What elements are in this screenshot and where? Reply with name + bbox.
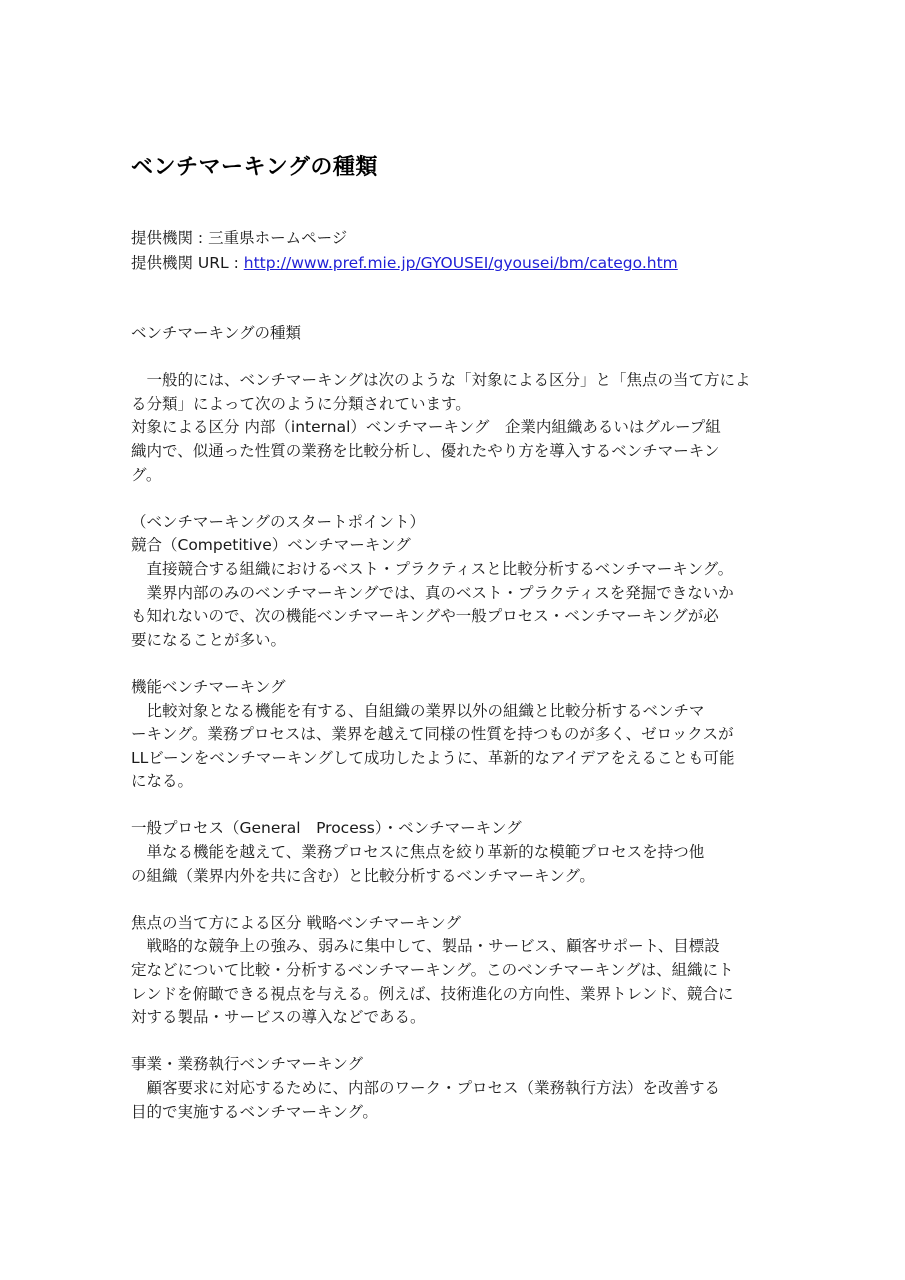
text-line: 戦略的な競争上の強み、弱みに集中して、製品・サービス、顧客サポート、目標設 [131, 937, 720, 956]
subsection-heading: 競合（Competitive）ベンチマーキング [131, 536, 411, 555]
text-line: 直接競合する組織におけるベスト・プラクティスと比較分析するベンチマーキング。 [131, 559, 734, 578]
competitive-section [131, 511, 776, 653]
text-line: 目的で実施するベンチマーキング。 [131, 1102, 378, 1121]
text-line: 対象による区分 内部（internal）ベンチマーキング 企業内組織あるいはグループ組 [131, 418, 721, 437]
text-line: も知れないので、次の機能ベンチマーキングや一般プロセス・ベンチマーキングが必 [131, 607, 719, 626]
source-url-line [131, 251, 678, 276]
text-line: 単なる機能を越えて、業務プロセスに焦点を絞り革新的な模範プロセスを持つ他 [131, 843, 705, 862]
source-url-label: 提供機関 URL : [131, 254, 244, 272]
text-line: グ。 [131, 465, 162, 484]
text-line: 一般的には、ベンチマーキングは次のような「対象による区分」と「焦点の当て方によ [131, 371, 751, 390]
text-line: る分類」によって次のように分類されています。 [131, 394, 471, 413]
text-line: 要になることが多い。 [131, 630, 287, 649]
operational-section [131, 1053, 776, 1124]
source-info [131, 226, 678, 276]
functional-section [131, 676, 776, 794]
text-line: LLビーンをベンチマーキングして成功したように、革新的なアイデアをえることも可能 [131, 748, 735, 767]
text-line: 業界内部のみのベンチマーキングでは、真のベスト・プラクティスを発掘できないか [131, 583, 734, 602]
text-line: ーキング。業務プロセスは、業界を越えて同様の性質を持つものが多く、ゼロックスが [131, 725, 734, 744]
strategic-section [131, 912, 776, 1030]
subsection-heading: 機能ベンチマーキング [131, 677, 286, 696]
intro-paragraph [131, 369, 776, 487]
text-line: 比較対象となる機能を有する、自組織の業界以外の組織と比較分析するベンチマ [131, 701, 705, 720]
text-line: 顧客要求に対応するために、内部のワーク・プロセス（業務執行方法）を改善する [131, 1079, 721, 1097]
subsection-heading: 焦点の当て方による区分 戦略ベンチマーキング [131, 913, 461, 932]
text-line: の組織（業界内外を共に含む）と比較分析するベンチマーキング。 [131, 866, 595, 885]
document-title: ベンチマーキングの種類 [131, 155, 378, 180]
general-process-section [131, 817, 776, 888]
text-line: レンドを俯瞰できる視点を与える。例えば、技術進化の方向性、業界トレンド、競合に [131, 984, 734, 1003]
subsection-heading: 一般プロセス（General Process）・ベンチマーキング [131, 819, 522, 838]
text-line: 対する製品・サービスの導入などである。 [131, 1008, 426, 1027]
text-line: 織内で、似通った性質の業務を比較分析し、優れたやり方を導入するベンチマーキン [131, 441, 720, 460]
text-line: （ベンチマーキングのスタートポイント） [131, 512, 426, 531]
subsection-heading: 事業・業務執行ベンチマーキング [131, 1055, 364, 1074]
text-line: 定などについて比較・分析するベンチマーキング。このベンチマーキングは、組織にト [131, 961, 734, 980]
source-url-link[interactable]: http://www.pref.mie.jp/GYOUSEI/gyousei/bm/catego.htm [243, 254, 678, 272]
document-body [131, 322, 776, 1124]
source-organization: 提供機関 : 三重県ホームページ [131, 229, 348, 247]
text-line: になる。 [131, 772, 194, 791]
section-heading: ベンチマーキングの種類 [131, 324, 302, 342]
